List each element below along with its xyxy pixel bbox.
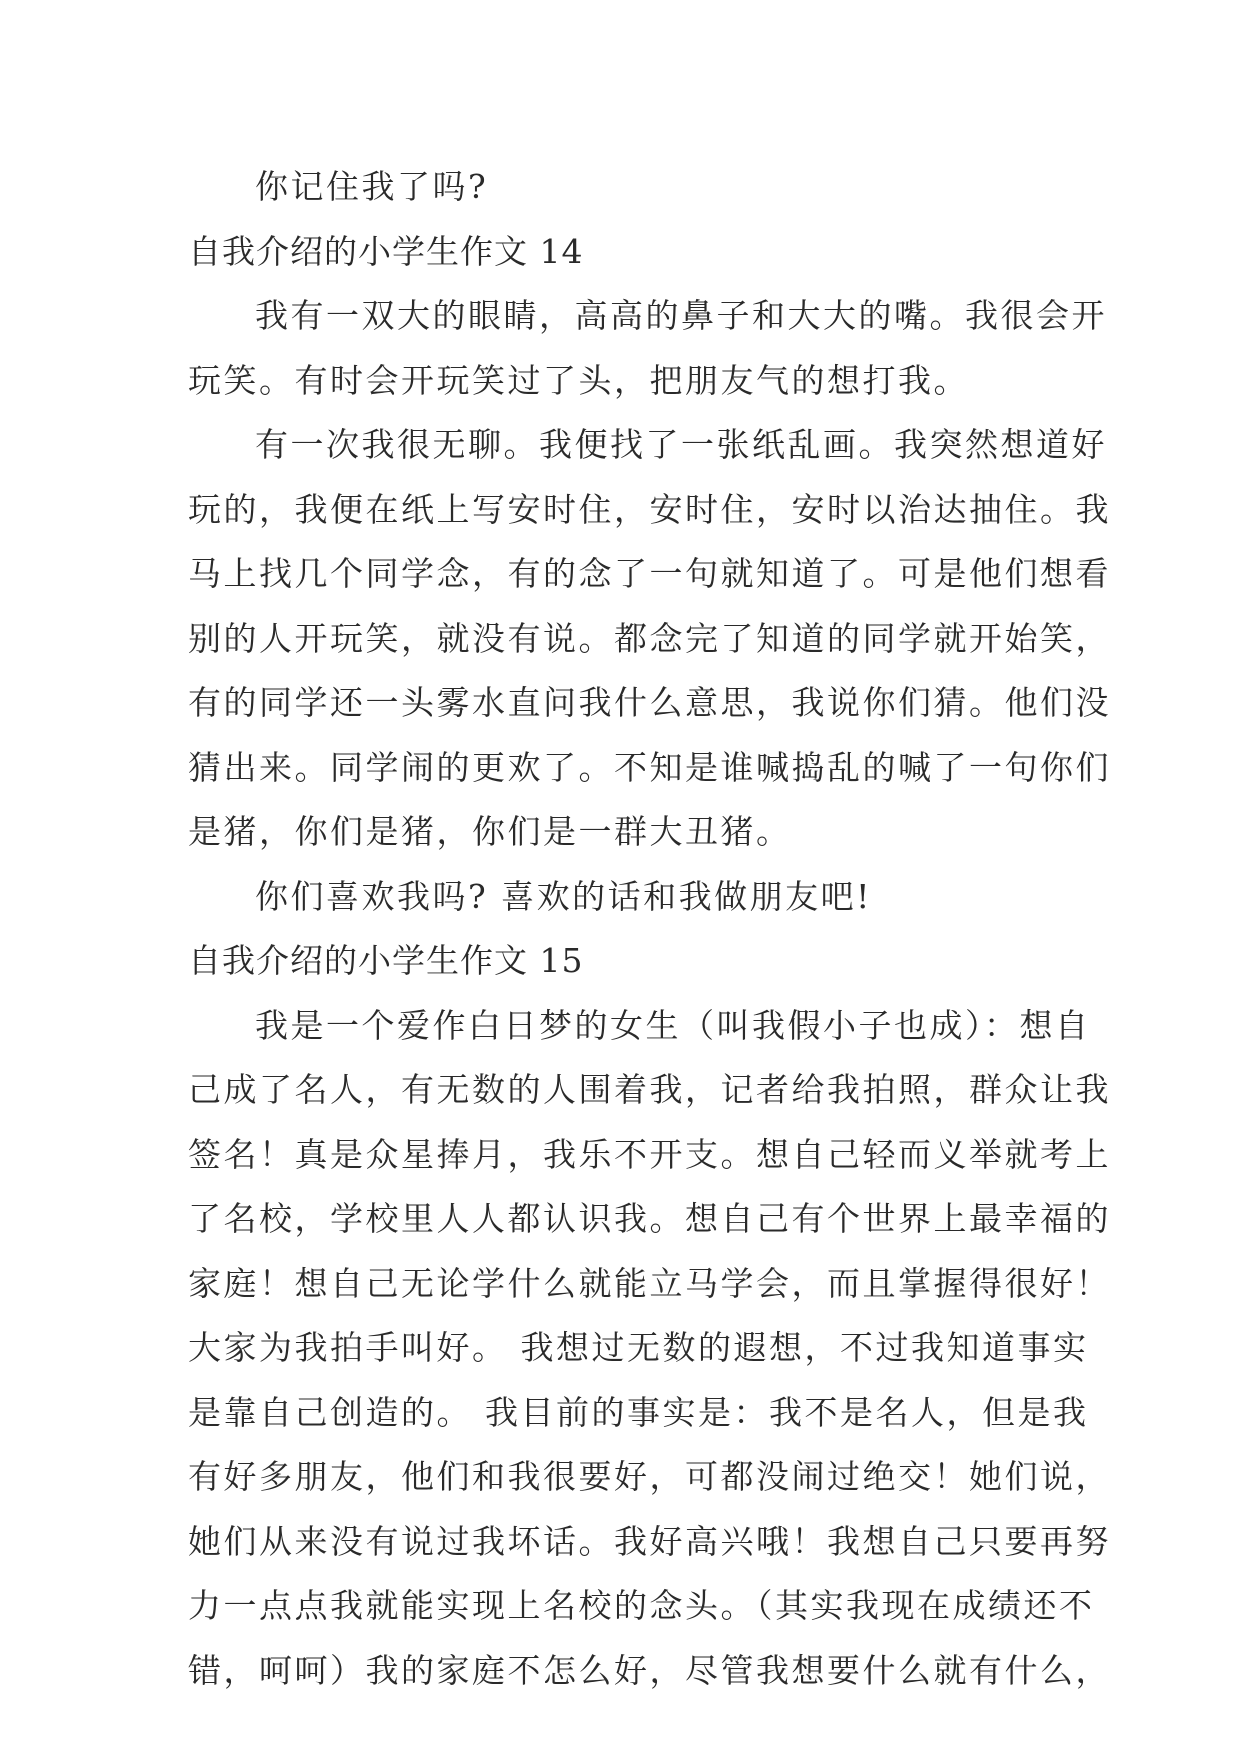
- text-line: 有一次我很无聊。我便找了一张纸乱画。我突然想道好: [255, 425, 1107, 464]
- text-line: 是靠自己创造的。 我目前的事实是：我不是名人，但是我: [188, 1392, 1089, 1432]
- text-line: 你记住我了吗?: [255, 167, 489, 206]
- text-line: 大家为我拍手叫好。 我想过无数的遐想，不过我知道事实: [188, 1328, 1089, 1367]
- text-line: 玩的，我便在纸上写安时住，安时住，安时以治达抽住。我: [188, 489, 1111, 529]
- text-line: 了名校，学校里人人都认识我。想自己有个世界上最幸福的: [188, 1199, 1111, 1238]
- text-line: 玩笑。有时会开玩笑过了头，把朋友气的想打我。: [188, 360, 969, 400]
- text-line: 猜出来。同学闹的更欢了。不知是谁喊捣乱的喊了一句你们: [188, 747, 1111, 787]
- text-line: 别的人开玩笑，就没有说。都念完了知道的同学就开始笑，: [188, 618, 1111, 658]
- text-line: 家庭！想自己无论学什么就能立马学会，而且掌握得很好！: [188, 1263, 1111, 1303]
- text-line: 是猪，你们是猪，你们是一群大丑猪。: [188, 812, 792, 851]
- text-line: 力一点点我就能实现上名校的念头。（其实我现在成绩还不: [188, 1586, 1095, 1625]
- text-line: 马上找几个同学念，有的念了一句就知道了。可是他们想看: [188, 554, 1111, 593]
- text-line: 我是一个爱作白日梦的女生（叫我假小子也成）：想自: [255, 1005, 1091, 1045]
- section-heading: 自我介绍的小学生作文 14: [188, 231, 584, 271]
- section-heading: 自我介绍的小学生作文 15: [188, 941, 584, 980]
- text-line: 她们从来没有说过我坏话。我好高兴哦！我想自己只要再努: [188, 1521, 1111, 1561]
- text-line: 错，呵呵）我的家庭不怎么好，尽管我想要什么就有什么，: [188, 1650, 1111, 1690]
- text-line: 签名！真是众星捧月，我乐不开支。想自己轻而义举就考上: [188, 1134, 1111, 1174]
- document-body: [188, 155, 1111, 1703]
- text-line: 有好多朋友，他们和我很要好，可都没闹过绝交！她们说，: [188, 1457, 1111, 1496]
- text-line: 你们喜欢我吗? 喜欢的话和我做朋友吧!: [255, 876, 872, 916]
- text-line: 己成了名人，有无数的人围着我，记者给我拍照，群众让我: [188, 1070, 1111, 1109]
- text-line: 我有一双大的眼睛，高高的鼻子和大大的嘴。我很会开: [255, 296, 1107, 335]
- text-line: 有的同学还一头雾水直问我什么意思，我说你们猜。他们没: [188, 683, 1111, 722]
